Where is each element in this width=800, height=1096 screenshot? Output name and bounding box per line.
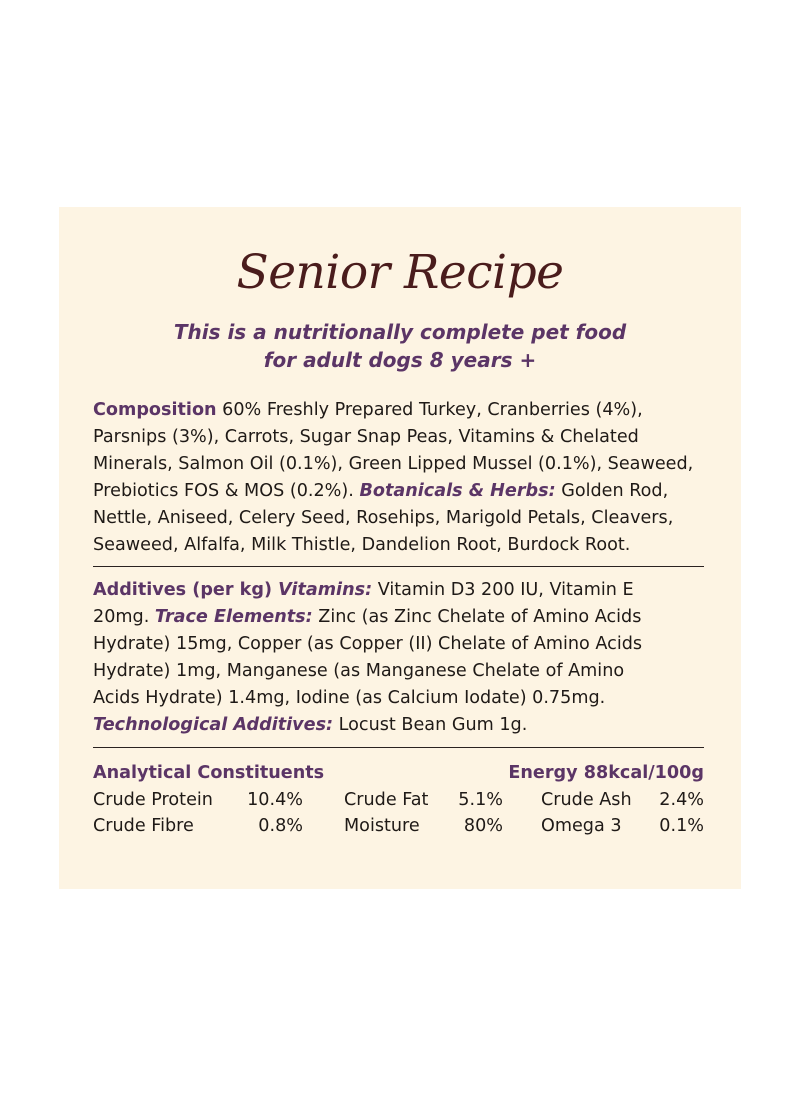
subtitle-line-1: This is a nutritionally complete pet food	[173, 320, 627, 344]
constituent-label: Crude Fat	[344, 790, 429, 810]
additives-text: Locust Bean Gum 1g.	[333, 715, 528, 735]
analytical-header	[93, 760, 704, 787]
composition-section	[93, 397, 704, 559]
constituent-value: 0.1%	[659, 816, 704, 836]
additives-line	[93, 577, 704, 604]
additives-line	[93, 712, 704, 739]
recipe-card	[59, 207, 741, 889]
energy-value: Energy 88kcal/100g	[508, 763, 704, 783]
divider	[93, 566, 704, 567]
constituent-value: 10.4%	[247, 790, 303, 810]
composition-line	[93, 478, 704, 505]
additives-heading: Additives (per kg)	[93, 580, 272, 600]
composition-heading: Composition	[93, 400, 217, 420]
composition-line: Minerals, Salmon Oil (0.1%), Green Lipped Mussel (0.1%), Seaweed,	[93, 454, 694, 474]
constituent-label: Crude Ash	[541, 790, 632, 810]
analytical-section	[93, 760, 704, 839]
constituent-value: 2.4%	[659, 790, 704, 810]
constituent-label: Crude Fibre	[93, 816, 194, 836]
composition-text: Golden Rod,	[555, 481, 669, 501]
additives-text: Vitamin D3 200 IU, Vitamin E	[372, 580, 634, 600]
composition-line: Parsnips (3%), Carrots, Sugar Snap Peas, Vitamins & Chelated	[93, 427, 639, 447]
constituent-value: 5.1%	[458, 790, 503, 810]
recipe-title: Senior Recipe	[236, 245, 564, 300]
composition-line: Seaweed, Alfalfa, Milk Thistle, Dandelion Root, Burdock Root.	[93, 535, 631, 555]
additives-line	[93, 604, 704, 631]
technological-additives-heading: Technological Additives:	[93, 715, 334, 735]
composition-text: Prebiotics FOS & MOS (0.2%).	[93, 481, 360, 501]
constituent-label: Omega 3	[541, 816, 622, 836]
constituents-row	[93, 787, 704, 813]
composition-line	[93, 397, 704, 424]
vitamins-heading: Vitamins:	[271, 580, 373, 600]
constituent-label: Crude Protein	[93, 790, 213, 810]
additives-line: Hydrate) 1mg, Manganese (as Manganese Chelate of Amino	[93, 661, 625, 681]
constituent-value: 0.8%	[258, 816, 303, 836]
additives-section	[93, 577, 704, 739]
composition-line: Nettle, Aniseed, Celery Seed, Rosehips, Marigold Petals, Cleavers,	[93, 508, 674, 528]
subtitle-line-2: for adult dogs 8 years +	[263, 348, 537, 372]
trace-elements-heading: Trace Elements:	[154, 607, 313, 627]
constituent-value: 80%	[463, 816, 503, 836]
additives-line: Hydrate) 15mg, Copper (as Copper (II) Chelate of Amino Acids	[93, 634, 643, 654]
botanicals-heading: Botanicals & Herbs:	[359, 481, 556, 501]
constituents-row	[93, 813, 704, 839]
additives-text: Zinc (as Zinc Chelate of Amino Acids	[312, 607, 642, 627]
composition-text: 60% Freshly Prepared Turkey, Cranberries (4%),	[216, 400, 643, 420]
constituent-label: Moisture	[344, 816, 420, 836]
additives-text: 20mg.	[93, 607, 155, 627]
additives-line: Acids Hydrate) 1.4mg, Iodine (as Calcium Iodate) 0.75mg.	[93, 688, 606, 708]
recipe-subtitle	[59, 318, 741, 374]
analytical-heading: Analytical Constituents	[93, 763, 325, 783]
divider	[93, 747, 704, 748]
